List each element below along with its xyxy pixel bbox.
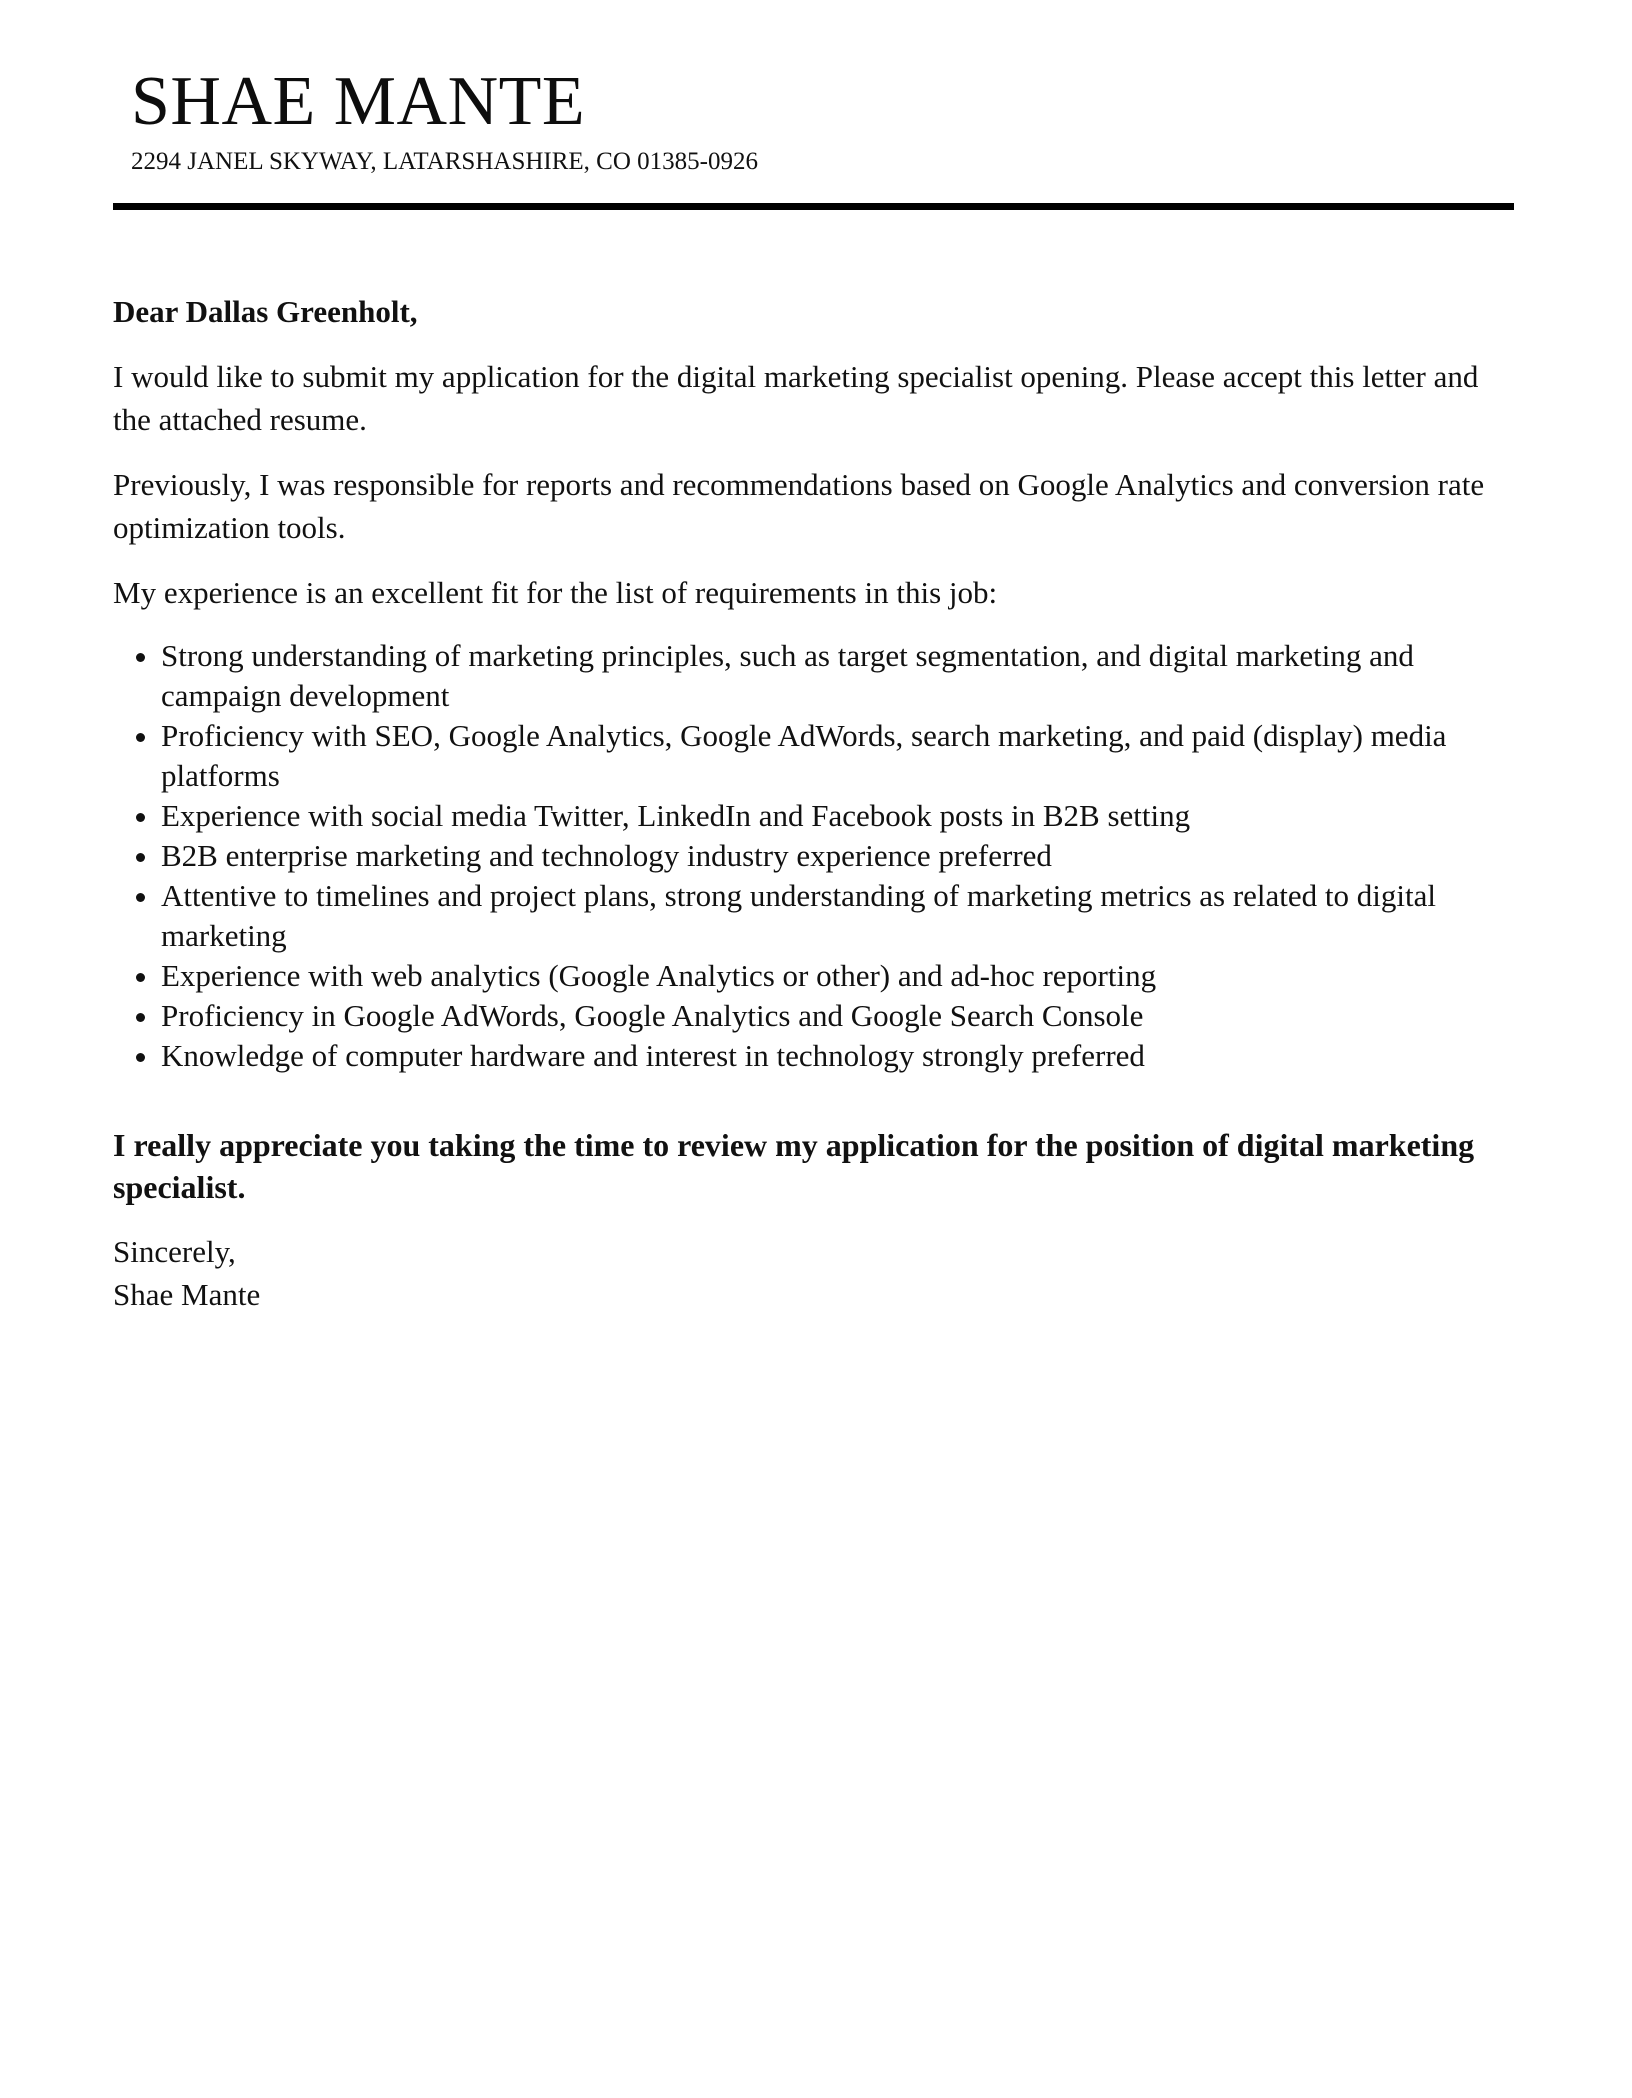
list-item: • Experience with social media Twitter, LinkedIn and Facebook posts in B2B setting <box>161 796 1513 836</box>
letter-body <box>113 290 1513 1316</box>
closing-statement: I really appreciate you taking the time to review my application for the position of digital marketing specialist. <box>113 1127 1475 1205</box>
letter-header <box>131 62 1511 178</box>
list-item: • Strong understanding of marketing principles, such as target segmentation, and digital marketing and campaign development <box>161 636 1513 716</box>
header-divider <box>113 203 1514 210</box>
list-item: • Proficiency in Google AdWords, Google Analytics and Google Search Console <box>161 996 1513 1036</box>
applicant-address: 2294 JANEL SKYWAY, LATARSHASHIRE, CO 01385-0926 <box>131 148 758 175</box>
requirements-list <box>113 636 1513 1076</box>
signoff: Sincerely, <box>113 1234 236 1269</box>
signature: Shae Mante <box>113 1277 261 1312</box>
list-item: • Proficiency with SEO, Google Analytics, Google AdWords, search marketing, and paid (display) media platforms <box>161 716 1513 796</box>
list-item: • Attentive to timelines and project plans, strong understanding of marketing metrics as related to digital marketing <box>161 876 1513 956</box>
salutation: Dear Dallas Greenholt, <box>113 294 418 329</box>
previous-experience-paragraph: Previously, I was responsible for reports and recommendations based on Google Analytics and conversion rate optimization tools. <box>113 467 1485 545</box>
applicant-name: SHAE MANTE <box>131 63 586 140</box>
list-item: • Knowledge of computer hardware and interest in technology strongly preferred <box>161 1036 1513 1076</box>
intro-paragraph: I would like to submit my application for the digital marketing specialist opening. Please accept this letter and the attached resume. <box>113 359 1479 437</box>
list-item: • B2B enterprise marketing and technology industry experience preferred <box>161 836 1513 876</box>
list-item: • Experience with web analytics (Google Analytics or other) and ad-hoc reporting <box>161 956 1513 996</box>
fit-intro-paragraph: My experience is an excellent fit for the list of requirements in this job: <box>113 575 998 610</box>
